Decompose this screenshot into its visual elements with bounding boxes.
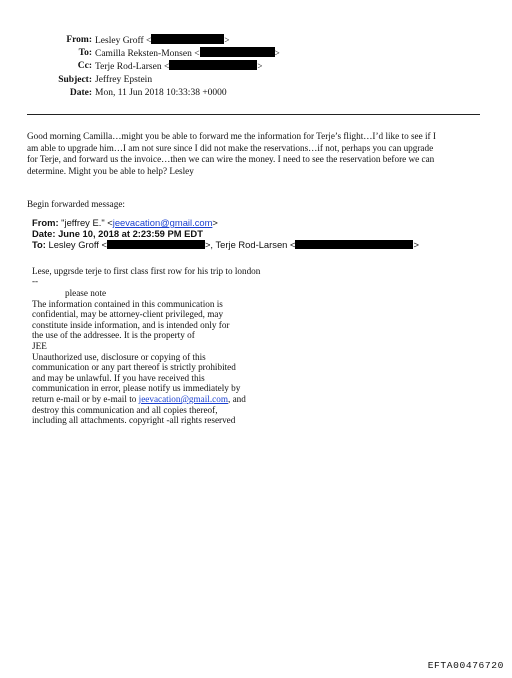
header-to-close: > bbox=[274, 48, 280, 59]
header-to-row bbox=[0, 47, 512, 60]
forwarded-from-name: "jeffrey E." < bbox=[61, 217, 113, 228]
redaction-bar bbox=[200, 47, 275, 57]
notice-line: the use of the addressee. It is the property of bbox=[32, 330, 195, 341]
notice-line: and may be unlawful. If you have received this bbox=[32, 372, 205, 383]
forwarded-to-name: Lesley Groff < bbox=[48, 238, 107, 250]
header-subject-row bbox=[0, 74, 512, 87]
notice-email-suffix: , and bbox=[227, 393, 246, 404]
notice-line: constitute inside information, and is intended only for bbox=[32, 319, 230, 330]
body-line: am able to upgrade him…I am not sure since I did not make the reservations…if not, perhaps you can upgrade bbox=[27, 142, 434, 153]
header-date-row bbox=[0, 87, 512, 100]
forwarded-to-row bbox=[32, 240, 492, 251]
header-cc-value: Terje Rod-Larsen < bbox=[95, 62, 170, 73]
header-to-label: To: bbox=[78, 48, 92, 59]
header-divider bbox=[27, 114, 480, 115]
header-from-value: Lesley Groff < bbox=[95, 36, 152, 46]
notice-line: destroy this communication and all copies thereof, bbox=[32, 404, 218, 415]
body-line: Good morning Camilla…might you be able to forward me the information for Terje’s flight…I’d like to see if I bbox=[27, 131, 436, 141]
header-to-value: Camilla Reksten-Monsen < bbox=[95, 49, 200, 60]
forwarded-from-close: > bbox=[212, 217, 218, 228]
redaction-bar bbox=[169, 60, 257, 70]
notice-line: JEE bbox=[32, 340, 47, 351]
body-line: determine. Might you be able to help? Lesley bbox=[27, 165, 194, 176]
notice-line: communication or any part thereof is strictly prohibited bbox=[32, 362, 236, 373]
notice-line: confidential, may be attorney-client privileged, may bbox=[32, 309, 224, 320]
redaction-bar bbox=[295, 240, 413, 249]
notice-email-link[interactable]: jeevacation@gmail.com bbox=[138, 393, 228, 404]
notice-line: The information contained in this communication is bbox=[32, 298, 223, 309]
header-from-close: > bbox=[224, 35, 230, 45]
header-cc-row bbox=[0, 60, 512, 73]
redaction-bar bbox=[107, 240, 205, 249]
header-from-row bbox=[0, 34, 512, 47]
redaction-bar bbox=[151, 34, 224, 44]
email-body bbox=[27, 131, 485, 177]
forwarded-date-label: Date: bbox=[32, 227, 56, 239]
notice-line: Unauthorized use, disclosure or copying of this bbox=[32, 351, 206, 362]
forwarded-to-separator: >, Terje Rod-Larsen < bbox=[204, 238, 296, 250]
notice-line: including all attachments. copyright -all rights reserved bbox=[32, 415, 236, 426]
header-date-label: Date: bbox=[69, 87, 92, 98]
confidentiality-notice bbox=[32, 288, 362, 426]
notice-email-prefix: return e-mail or by e-mail to bbox=[32, 393, 139, 404]
forwarded-header bbox=[32, 218, 492, 250]
signature-separator: -- bbox=[32, 276, 39, 286]
forwarded-message: Lese, upgrsde terje to first class first row for his trip to london bbox=[32, 266, 261, 276]
header-cc-label: Cc: bbox=[77, 61, 92, 72]
header-from-label: From: bbox=[66, 35, 92, 45]
body-line: for Terje, and forward us the invoice…then we can wire the money. I need to see the reservation before we can bbox=[27, 154, 435, 165]
forward-intro: Begin forwarded message: bbox=[27, 199, 125, 209]
forwarded-date-value: June 10, 2018 at 2:23:59 PM EDT bbox=[58, 227, 203, 239]
notice-line: communication in error, please notify us immediately by bbox=[32, 383, 241, 394]
document-id: EFTA00476720 bbox=[427, 660, 504, 671]
notice-line: please note bbox=[65, 288, 107, 298]
forwarded-from-label: From: bbox=[32, 217, 59, 228]
forwarded-to-label: To: bbox=[32, 238, 46, 250]
forwarded-to-close: > bbox=[413, 238, 419, 250]
header-subject-value: Jeffrey Epstein bbox=[95, 74, 153, 85]
forwarded-from-email-link[interactable]: jeevacation@gmail.com bbox=[112, 217, 213, 228]
header-date-value: Mon, 11 Jun 2018 10:33:38 +0000 bbox=[95, 87, 227, 98]
notice-line bbox=[32, 394, 362, 405]
header-subject-label: Subject: bbox=[58, 74, 92, 85]
email-header bbox=[0, 34, 512, 100]
header-cc-close: > bbox=[257, 61, 263, 72]
